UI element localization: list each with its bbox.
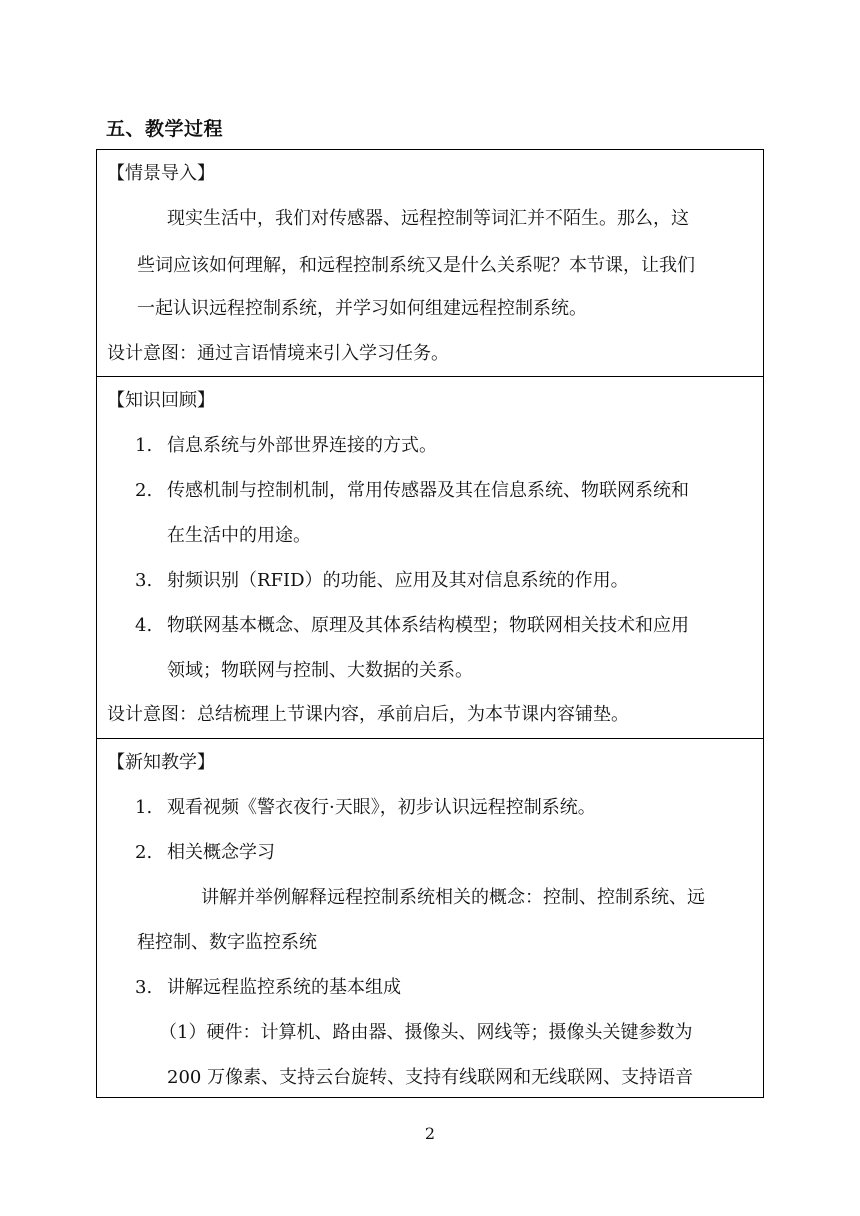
page-number: 2 [424,1124,436,1143]
list-number: 4. [135,615,153,636]
scenario-intro-block [97,150,763,376]
list-number: 3. [135,570,153,591]
paragraph-line: （1）硬件：计算机、路由器、摄像头、网线等；摄像头关键参数为 [159,1022,693,1043]
list-item-continuation: 在生活中的用途。 [167,525,311,546]
knowledge-review-block [97,376,763,738]
list-item: 相关概念学习 [167,842,275,863]
list-item-continuation: 领域；物联网与控制、大数据的关系。 [167,660,473,681]
list-item: 传感机制与控制机制，常用传感器及其在信息系统、物联网系统和 [167,480,689,501]
block-header: 【新知教学】 [107,752,215,773]
paragraph-line: 一起认识远程控制系统，并学习如何组建远程控制系统。 [137,298,587,319]
block-header: 【知识回顾】 [107,390,215,411]
design-intent: 设计意图：通过言语情境来引入学习任务。 [107,343,449,364]
list-item: 观看视频《警衣夜行·天眼》，初步认识远程控制系统。 [167,797,596,818]
paragraph-line: 200 万像素、支持云台旋转、支持有线联网和无线联网、支持语音 [167,1067,694,1088]
list-item: 信息系统与外部世界连接的方式。 [167,435,437,456]
paragraph-line: 讲解并举例解释远程控制系统相关的概念：控制、控制系统、远 [201,887,705,908]
list-item: 物联网基本概念、原理及其体系结构模型；物联网相关技术和应用 [167,615,689,636]
list-item: 射频识别（RFID）的功能、应用及其对信息系统的作用。 [167,570,629,591]
paragraph-line: 些词应该如何理解，和远程控制系统又是什么关系呢？本节课，让我们 [137,255,695,276]
new-knowledge-block [97,738,763,1097]
list-number: 2. [135,480,153,501]
paragraph-line: 现实生活中，我们对传感器、远程控制等词汇并不陌生。那么，这 [167,208,689,229]
list-number: 1. [135,797,153,818]
paragraph-line: 程控制、数字监控系统 [137,932,317,953]
list-number: 2. [135,842,153,863]
list-number: 3. [135,977,153,998]
design-intent: 设计意图：总结梳理上节课内容，承前启后，为本节课内容铺垫。 [107,704,629,725]
list-number: 1. [135,435,153,456]
list-item: 讲解远程监控系统的基本组成 [167,977,401,998]
teaching-process-table [96,149,764,1098]
section-title: 五、教学过程 [106,118,224,140]
block-header: 【情景导入】 [107,163,215,184]
